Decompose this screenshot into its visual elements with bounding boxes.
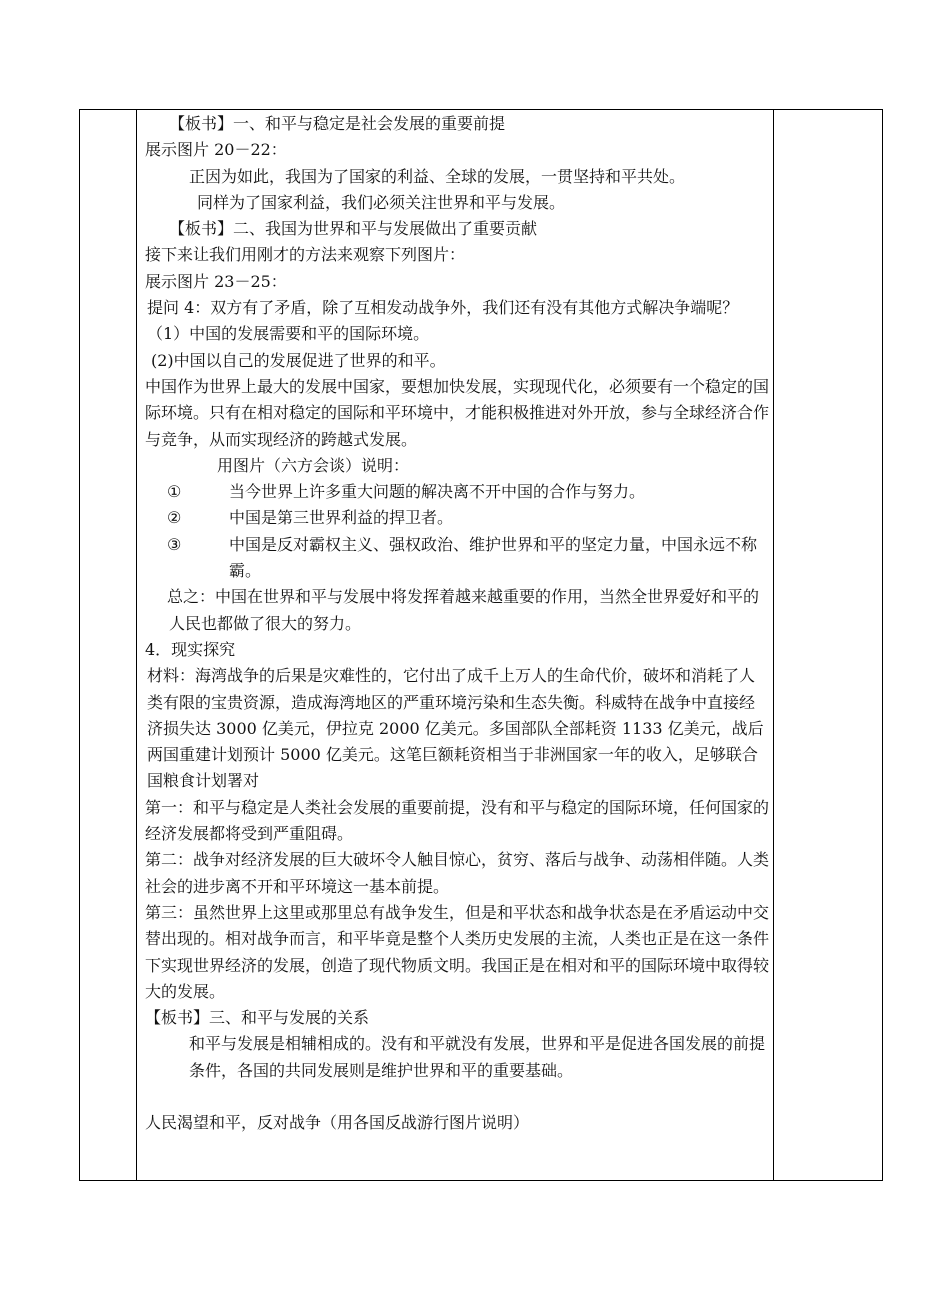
point-1: （1）中国的发展需要和平的国际环境。 (147, 324, 430, 344)
section-heading: 4．现实探究 (145, 639, 236, 659)
list-text: 中国是反对霸权主义、强权政治、维护世界和平的坚定力量，中国永远不称霸。 (229, 534, 758, 581)
paragraph: 和平与发展是相辅相成的。没有和平就没有发展，世界和平是促进各国发展的前提条件，各国的共同发展则是维护世界和平的重要基础。 (189, 1034, 766, 1080)
paragraph: 第一：和平与稳定是人类社会发展的重要前提，没有和平与稳定的国际环境，任何国家的经济发展都将受到严重阻碍。 (145, 797, 770, 844)
summary: 总之：中国在世界和平与发展中将发挥着越来越重要的作用，当然全世界爱好和平的人民也都做了很大的努力。 (167, 587, 760, 633)
column-divider-left (136, 110, 137, 1180)
spacer (145, 1084, 770, 1110)
list-item (145, 532, 770, 585)
lesson-content (145, 111, 770, 1136)
column-divider-right (773, 110, 774, 1180)
list-item (145, 505, 770, 531)
paragraph: 中国作为世界上最大的发展中国家，要想加快发展，实现现代化，必须要有一个稳定的国际环境。只有在相对稳定的国际和平环境中，才能积极推进对外开放，参与全球经济合作与竞争，从而实现经济的跨越式发展。 (145, 376, 770, 449)
list-text: 中国是第三世界利益的捍卫者。 (229, 508, 454, 528)
board-heading-1: 【板书】一、和平与稳定是社会发展的重要前提 (169, 114, 506, 133)
list-marker: ① (167, 482, 182, 502)
text-line: 接下来让我们用刚才的方法来观察下列图片： (145, 245, 466, 265)
text-line: 同样为了国家利益，我们必须关注世界和平与发展。 (197, 192, 566, 212)
list-marker: ③ (167, 534, 182, 554)
point-2: (2)中国以自己的发展促进了世界的和平。 (151, 350, 446, 370)
question-4: 提问 4：双方有了矛盾，除了互相发动战争外，我们还有没有其他方式解决争端呢？ (147, 298, 739, 318)
board-heading-2: 【板书】二、我国为世界和平与发展做出了重要贡献 (169, 219, 538, 239)
text-line: 展示图片 20－22： (145, 140, 287, 160)
list-item (145, 479, 770, 505)
board-heading-3: 【板书】三、和平与发展的关系 (145, 1008, 370, 1028)
paragraph: 第二：战争对经济发展的巨大破坏令人触目惊心，贫穷、落后与战争、动荡相伴随。人类社会的进步离不开和平环境这一基本前提。 (145, 850, 770, 896)
material: 材料：海湾战争的后果是灾难性的，它付出了成千上万人的生命代价，破坏和消耗了人类有限的宝贵资源，造成海湾地区的严重环境污染和生态失衡。科威特在战争中直接经济损失达 3000 亿美元，伊拉克 2000 亿美元。多国部队全部耗资 1133 亿美元，战后两国重建计划预计 5000 亿美元。这笔巨额耗资相当于非洲国家一年的收入，足够联合国粮食计划署对 (147, 666, 764, 791)
list-text: 当今世界上许多重大问题的解决离不开中国的合作与努力。 (229, 482, 646, 502)
text-line: 人民渴望和平，反对战争（用各国反战游行图片说明） (145, 1112, 530, 1132)
paragraph: 第三：虽然世界上这里或那里总有战争发生，但是和平状态和战争状态是在矛盾运动中交替出现的。相对战争而言，和平毕竟是整个人类历史发展的主流，人类也正是在这一条件下实现世界经济的发展，创造了现代物质文明。我国正是在相对和平的国际环境中取得较大的发展。 (145, 902, 770, 1001)
list-marker: ② (167, 508, 182, 528)
text-line: 用图片（六方会谈）说明： (217, 455, 410, 475)
text-line: 正因为如此，我国为了国家的利益、全球的发展，一贯坚持和平共处。 (189, 166, 686, 186)
text-line: 展示图片 23－25： (145, 271, 287, 291)
